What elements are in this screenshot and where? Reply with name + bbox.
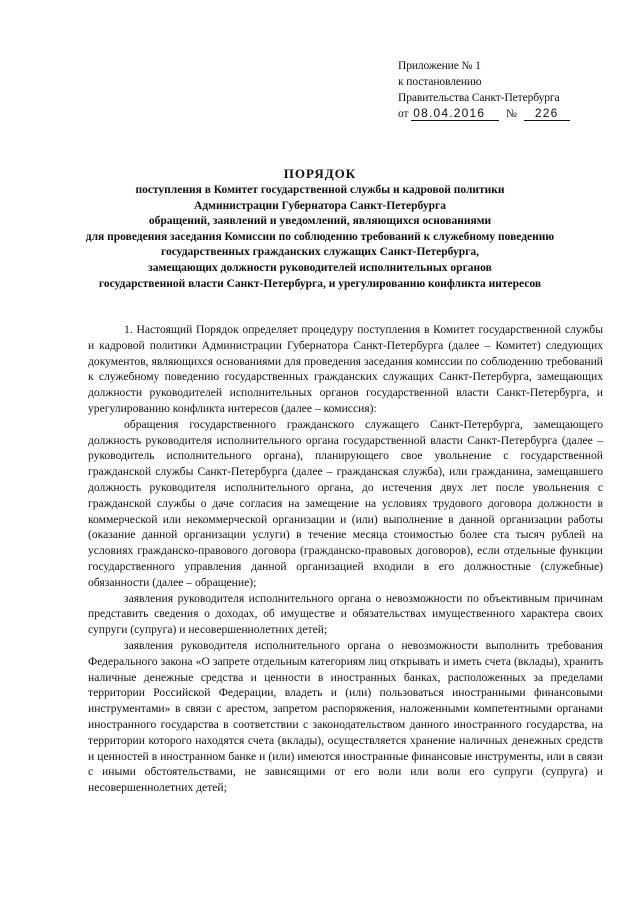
subtitle-line: государственной власти Санкт-Петербурга, и урегулированию конфликта интересов: [98, 277, 542, 290]
subtitle-line: Администрации Губернатора Санкт-Петербурга: [194, 199, 446, 212]
date-value: 08.04.2016: [411, 107, 499, 121]
paragraph-3: заявления руководителя исполнительного органа о невозможности по объективным причинам представить сведения о доходах, об имуществе и обязательствах имущественного характера своих супруги (супруга) и несовершеннолетних детей;: [88, 591, 603, 637]
paragraph-4: заявления руководителя исполнительного органа о невозможности выполнить требования Федерального закона «О запрете отдельным категориям лиц открывать и иметь счета (вклады), хранить наличные денежные средства и ценности в иностранных банках, расположенных за пределами территории Российской Федерации, владеть и (или) пользоваться иностранными финансовыми инструментами» в связи с арестом, запретом распоряжения, наложенными компетентными органами иностранного государства в соответствии с законодательством данного иностранного государства, на территории которого находятся счета (вклады), осуществляется хранение наличных денежных средств и ценностей в иностранном банке и (или) имеются иностранные финансовые инструменты, или в связи с иными обстоятельствами, не зависящими от его воли или воли его супруги (супруга) и несовершеннолетних детей;: [88, 638, 603, 795]
number-sign: №: [506, 108, 517, 120]
number-value: 226: [524, 107, 570, 121]
subtitle-line: для проведения заседания Комиссии по соблюдению требований к служебному поведению: [85, 230, 555, 243]
document-subtitle: [60, 183, 580, 292]
appendix-date-line: [398, 106, 570, 122]
subtitle-line: поступления в Комитет государственной службы и кадровой политики: [135, 184, 505, 196]
appendix-line-1: Приложение № 1: [398, 60, 481, 72]
subtitle-line: государственных гражданских служащих Санкт-Петербурга,: [161, 246, 479, 259]
subtitle-line: обращений, заявлений и уведомлений, являющихся основаниями: [148, 215, 492, 228]
appendix-block: [398, 58, 570, 122]
appendix-line-2: к постановлению: [398, 76, 482, 88]
appendix-line-3: Правительства Санкт-Петербурга: [398, 92, 560, 104]
document-body: [88, 322, 603, 796]
paragraph-1: 1. Настоящий Порядок определяет процедуру поступления в Комитет государственной службы и кадровой политики Администрации Губернатора Санкт-Петербурга (далее – Комитет) следующих документов, являющихся основаниями для проведения заседания комиссии по соблюдению требований к служебному поведению государственных гражданских служащих Санкт-Петербурга, замещающих должности руководителей исполнительных органов государственной власти Санкт-Петербурга, и урегулированию конфликта интересов (далее – комиссия):: [88, 323, 603, 415]
document-title: ПОРЯДОК: [283, 166, 357, 181]
paragraph-2: обращения государственного гражданского служащего Санкт-Петербурга, замещающего должность руководителя исполнительного органа государственной власти Санкт-Петербурга (далее – руководитель исполнительного органа), планирующего свое увольнение с государственной гражданской службы Санкт-Петербурга (далее – гражданская служба), или гражданина, замещавшего должность руководителя исполнительного органа, до истечения двух лет после увольнения с гражданской службы о даче согласия на замещение на условиях трудового договора должности в коммерческой или некоммерческой организации и (или) выполнение в данной организации работы (оказание данной организации услуги) в течение месяца стоимостью более ста тысяч рублей на условиях гражданско-правового договора (гражданско-правовых договоров), если отдельные функции государственного управления данной организацией входили в его должностные (служебные) обязанности (далее – обращение);: [88, 417, 603, 589]
date-prefix: от: [398, 108, 409, 120]
subtitle-line: замещающих должности руководителей исполнительных органов: [148, 261, 492, 274]
